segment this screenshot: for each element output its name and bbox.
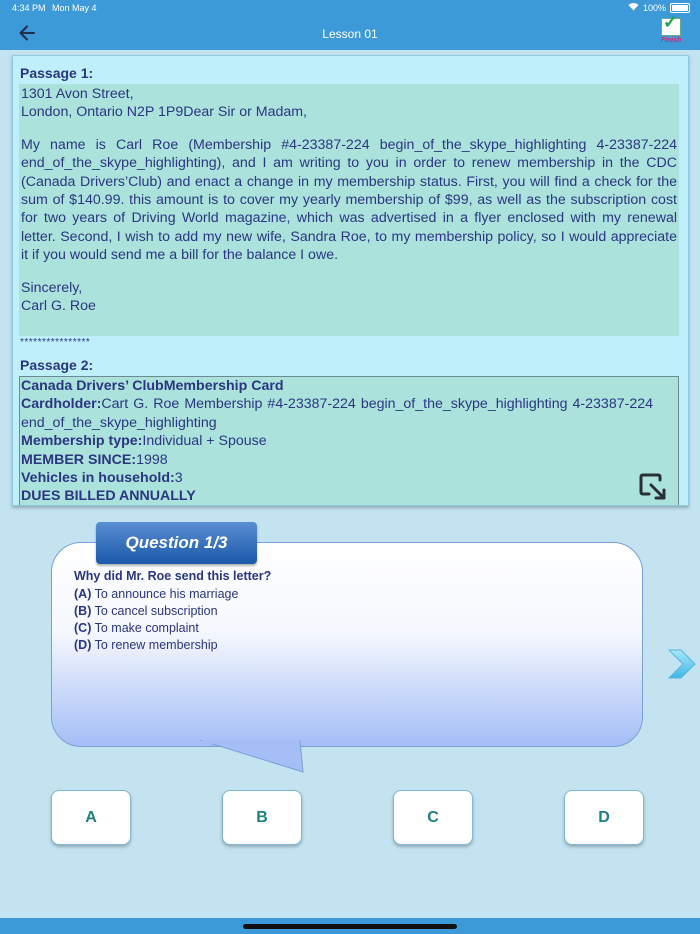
finish-button[interactable] <box>658 12 684 48</box>
letter-body: My name is Carl Roe (Membership #4-23387-224 begin_of_the_skype_highlighting 4-23387-224 end_of_the_skype_highlighting), and I am writing to you in order to renew membership in the CDC (Canada Drivers’Club) and enact a change in my membership status. First, you will find a check for the sum of $140.99. this amount is to cover my yearly membership of $99, as well as the subscription cost for two years of Driving World magazine, which was advertised in a flyer enclosed with my renewal letter. Second, I wish to add my new wife, Sandra Roe, to my membership policy, so I would appreciate it if you would send me a bill for the balance I owe. <box>21 136 677 264</box>
next-question-button[interactable] <box>667 648 697 680</box>
passage1-text-box <box>19 84 679 336</box>
status-date: Mon May 4 <box>52 3 97 13</box>
navigation-bar <box>0 0 700 50</box>
separator: **************** <box>20 337 91 348</box>
option-text: To cancel subscription <box>94 604 218 618</box>
expand-icon[interactable] <box>638 472 668 502</box>
checkbox-icon: ✓ <box>661 18 681 36</box>
passage2-heading: Passage 2: <box>20 357 94 373</box>
cardholder-value: Cart G. Roe Membership #4-23387-224 begin_of_the_skype_highlighting 4-23387-224 end_of_the_skype_highlighting <box>21 396 653 431</box>
status-time: 4:34 PM <box>12 3 46 13</box>
question-options <box>74 586 238 654</box>
option-letter: (C) <box>74 621 92 635</box>
finish-label: Finish <box>660 37 682 44</box>
option-text: To renew membership <box>94 638 218 652</box>
dues-text: DUES BILLED ANNUALLY <box>21 488 196 505</box>
vehicles-label: Vehicles in household: <box>21 470 175 487</box>
page-title: Lesson 01 <box>322 27 378 41</box>
passage-panel[interactable] <box>12 55 689 506</box>
battery-percent: 100% <box>642 2 666 13</box>
wifi-icon <box>628 2 639 13</box>
option-text: To make complaint <box>94 621 199 635</box>
home-indicator[interactable] <box>243 924 457 929</box>
member-since-value: 1998 <box>136 451 168 468</box>
option-letter: (A) <box>74 587 92 601</box>
status-indicators <box>628 2 690 13</box>
passage2-text-box <box>19 376 679 506</box>
answer-d-button[interactable]: D <box>564 790 644 845</box>
option-letter: (D) <box>74 638 92 652</box>
address-line-2: London, Ontario N2P 1P9Dear Sir or Madam, <box>21 104 308 121</box>
answer-b-button[interactable]: B <box>222 790 302 845</box>
option-d <box>74 637 238 654</box>
membership-type-value: Individual + Spouse <box>142 433 267 450</box>
address-line-1: 1301 Avon Street, <box>21 86 134 102</box>
question-number-tab: Question 1/3 <box>96 522 257 564</box>
cardholder-label: Cardholder: <box>21 396 102 413</box>
chevron-right-icon <box>667 648 697 680</box>
membership-type-label: Membership type: <box>21 433 143 450</box>
member-since-label: MEMBER SINCE: <box>21 451 137 468</box>
battery-icon <box>670 3 690 13</box>
option-a <box>74 586 238 603</box>
letter-signature: Carl G. Roe <box>21 298 96 315</box>
card-title: Canada Drivers’ ClubMembership Card <box>21 378 284 394</box>
answer-a-button[interactable]: A <box>51 790 131 845</box>
option-c <box>74 620 238 637</box>
letter-closing: Sincerely, <box>21 279 83 296</box>
question-stem: Why did Mr. Roe send this letter? <box>74 569 272 583</box>
option-text: To announce his marriage <box>94 587 239 601</box>
passage1-heading: Passage 1: <box>20 65 94 81</box>
speech-bubble-tail <box>200 740 310 776</box>
option-letter: (B) <box>74 604 92 618</box>
vehicles-value: 3 <box>174 470 183 487</box>
option-b <box>74 603 238 620</box>
answer-c-button[interactable]: C <box>393 790 473 845</box>
